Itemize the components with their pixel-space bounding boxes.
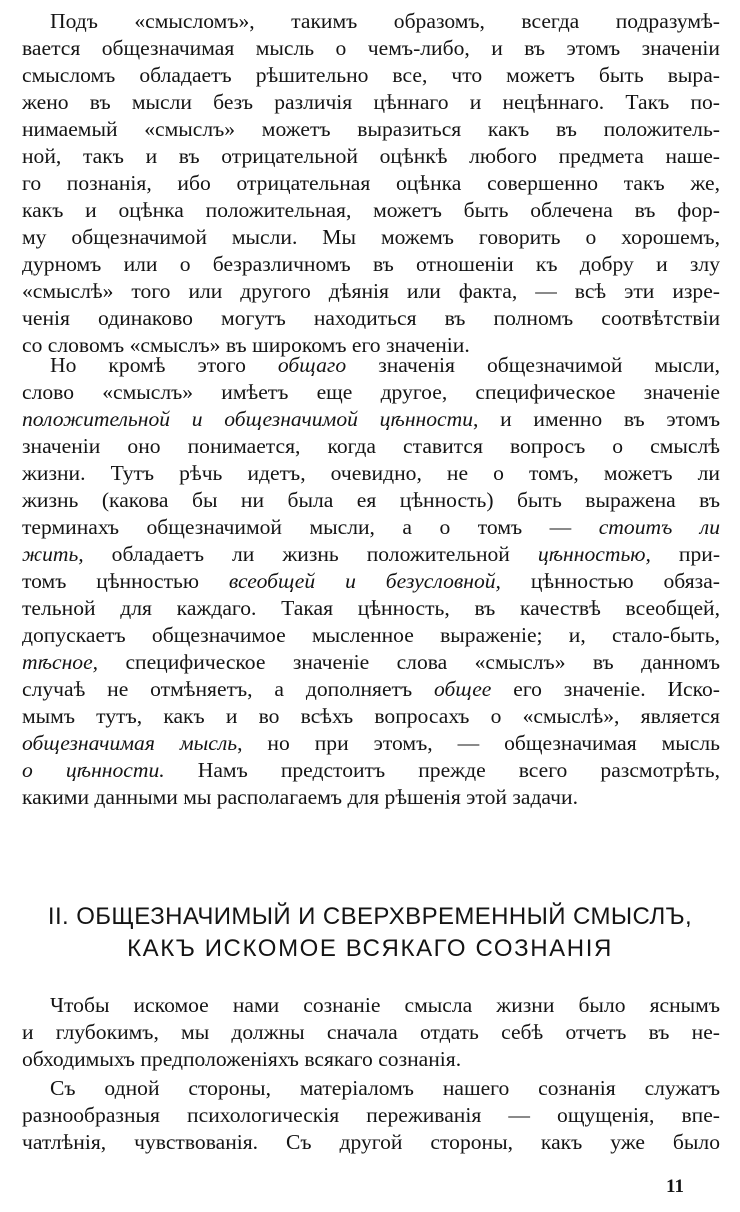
section-heading-line-2: КАКЪ ИСКОМОЕ ВСЯКАГО СОЗНАНIЯ	[127, 935, 613, 962]
text-line: «смыслѣ» того или другого дѣянiя или факта, — всѣ эти изре-	[22, 279, 720, 303]
text-line: ной, такъ и въ отрицательной оцѣнкѣ любого предмета наше-	[22, 144, 720, 168]
text-line: слово «смыслъ» имѣетъ еще другое, специфическое значенiе	[22, 380, 720, 404]
text-line: о цѣнности. Намъ предстоитъ прежде всего разсмотрѣть,	[22, 758, 720, 782]
text-line: тельной для каждаго. Такая цѣнность, въ качествѣ всеобщей,	[22, 596, 720, 620]
text-line: жизнь (какова бы ни была ея цѣнность) быть выражена въ	[22, 488, 720, 512]
text-line: мымъ тутъ, какъ и во всѣхъ вопросахъ о «смыслѣ», является	[22, 704, 720, 728]
text-line: Съ одной стороны, матерiаломъ нашего сознанiя служатъ	[50, 1076, 720, 1100]
section-heading-line-1: II. ОБЩЕЗНАЧИМЫЙ И СВЕРХВРЕМЕННЫЙ СМЫСЛЪ,	[47, 903, 693, 930]
text-line: томъ цѣнностью всеобщей и безусловной, цѣнностью обяза-	[22, 569, 720, 593]
text-line: Чтобы искомое нами сознанiе смысла жизни было яснымъ	[50, 993, 720, 1017]
text-line: ченiя одинаково могутъ находиться въ полномъ соотвѣтствiи	[22, 306, 720, 330]
text-line: допускаетъ общезначимое мысленное выраженiе; и, стало-быть,	[22, 623, 720, 647]
text-line: какъ и оцѣнка положительная, можетъ быть облечена въ фор-	[22, 198, 720, 222]
text-line: чатлѣнiя, чувствованiя. Съ другой стороны, какъ уже было	[22, 1130, 720, 1154]
text-line: жизни. Тутъ рѣчь идетъ, очевидно, не о томъ, можетъ ли	[22, 461, 720, 485]
text-line: со словомъ «смыслъ» въ широкомъ его значенiи.	[22, 333, 470, 357]
text-line: жить, обладаетъ ли жизнь положительной цѣнностью, при-	[22, 542, 721, 566]
paragraph-meaning-specific	[22, 352, 720, 811]
text-line: вается общезначимая мысль о чемъ-либо, и въ этомъ значенiи	[22, 36, 720, 60]
text-line: какими данными мы располагаемъ для рѣшенiя этой задачи.	[22, 785, 578, 809]
text-line: положительной и общезначимой цѣнности, и именно въ этомъ	[22, 407, 720, 431]
text-line: смысломъ обладаетъ рѣшительно все, что можетъ быть выра-	[22, 63, 720, 87]
text-line: тѣсное, специфическое значенiе слова «смыслъ» въ данномъ	[22, 650, 720, 674]
text-line: го познанiя, ибо отрицательная оцѣнка совершенно такъ же,	[22, 171, 720, 195]
text-line: значенiи оно понимается, когда ставится вопросъ о смыслѣ	[22, 434, 720, 458]
text-line: Подъ «смысломъ», такимъ образомъ, всегда подразумѣ-	[50, 9, 720, 33]
text-line: обходимыхъ предположенiяхъ всякаго сознанiя.	[22, 1047, 462, 1071]
text-line: разнообразныя психологическiя переживанiя — ощущенiя, впе-	[22, 1103, 720, 1127]
page-number: 11	[666, 1176, 684, 1197]
text-line: нимаемый «смыслъ» можетъ выразиться какъ въ положитель-	[22, 117, 720, 141]
text-line: терминахъ общезначимой мысли, а о томъ — стоитъ ли	[22, 515, 720, 539]
paragraph-section-intro	[22, 992, 720, 1073]
text-line: Но кромѣ этого общаго значенiя общезначимой мысли,	[50, 353, 721, 377]
text-line: случаѣ не отмѣняетъ, а дополняетъ общее его значенiе. Иско-	[22, 677, 720, 701]
text-line: и глубокимъ, мы должны сначала отдать себѣ отчетъ въ не-	[22, 1020, 720, 1044]
text-line: дурномъ или о безразличномъ въ отношенiи къ добру и злу	[22, 252, 720, 276]
text-line: му общезначимой мысли. Мы можемъ говорить о хорошемъ,	[22, 225, 720, 249]
text-line: общезначимая мысль, но при этомъ, — общезначимая мысль	[22, 731, 720, 755]
paragraph-meaning-general	[22, 8, 720, 359]
paragraph-consciousness-material	[22, 1075, 720, 1156]
text-line: жено въ мысли безъ различiя цѣннаго и нецѣннаго. Такъ по-	[22, 90, 720, 114]
